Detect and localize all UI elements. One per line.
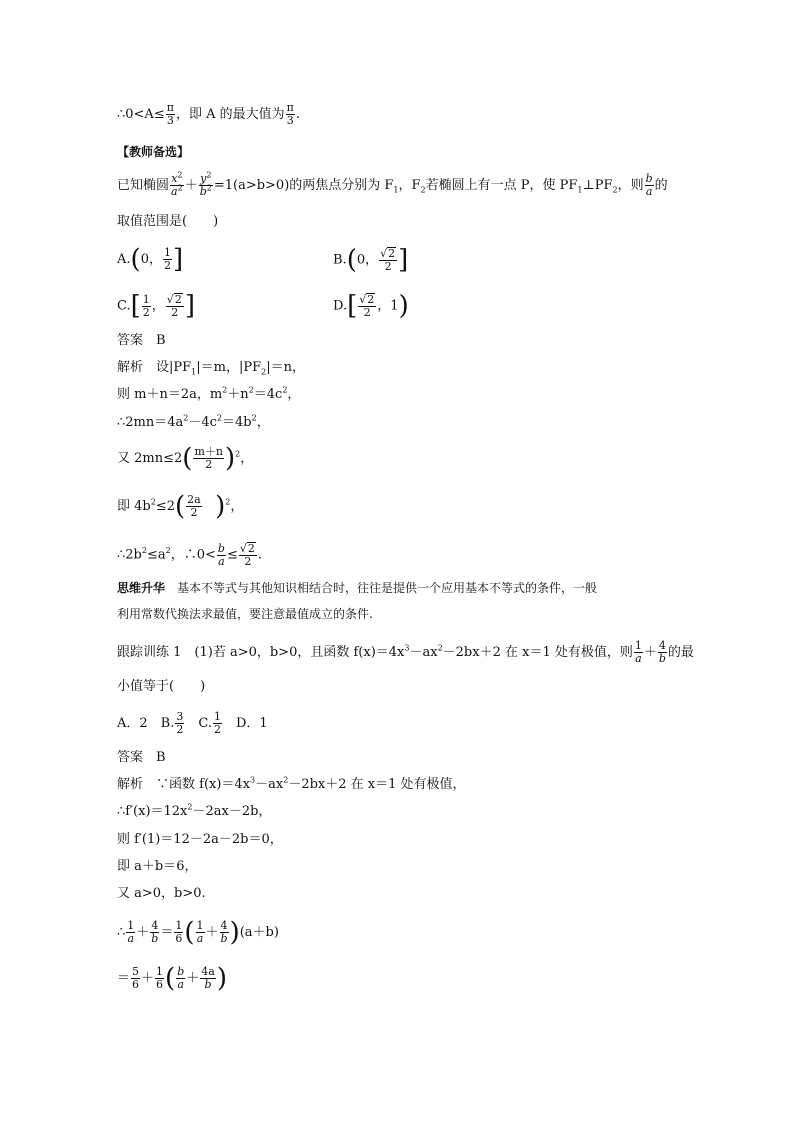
summary-line-2: 利用常数代换法求最值，要注意最值成立的条件. <box>117 607 373 621</box>
fraction-b-a: $\frac{b}{a}$ <box>645 172 653 198</box>
answer-2: 答案 B <box>117 750 166 765</box>
text: ，即 A 的最大值为 <box>175 107 285 122</box>
solution-line-4: 又 2mn≤2( $\frac{m+n}{2}$ )$^2$， <box>117 443 254 474</box>
line-max-value: ∴0<A≤ $\frac{\pi}{3}$ ，即 A 的最大值为 $\frac{\pi}{3}$ . <box>117 101 300 127</box>
parse-line-2: $\therefore f'(x)=12x^2-2ax-2b$， <box>117 802 272 819</box>
exercise-options[interactable]: A．2 B. $\frac{3}{2}$ C. $\frac{1}{2}$ D．1 <box>117 710 268 736</box>
parse-line-5: 又 a>0，b>0. <box>117 886 206 901</box>
exercise-line-1: 跟踪训练 1 (1)若 a>0，b>0，且函数 $f(x)=4x^3-ax^2-2bx+2$ 在 x＝1 处有极值，则 $\frac{1}{a}$ ＋ $\frac{4}{b}$ 的最 <box>117 639 694 665</box>
summary-line-1: 思维升华 基本不等式与其他知识相结合时，往往是提供一个应用基本不等式的条件，一般 <box>117 581 598 595</box>
teacher-label: 【教师备选】 <box>117 145 190 159</box>
parse-line-7: ＝ $\frac{5}{6}$ ＋ $\frac{1}{6}$ ( $\frac{b}{a}$ ＋ $\frac{4a}{b}$ ) <box>117 963 227 994</box>
question-line-2: 取值范围是( ) <box>117 214 219 229</box>
option-b[interactable]: B.(0， $\frac{√2}{2}$ ] <box>333 245 409 275</box>
answer-1: 答案 B <box>117 333 166 348</box>
fraction-y2-b2: $\frac{y^2}{b^2}$ <box>199 170 212 198</box>
parse-line-3: 则 f′(1)＝12－2a－2b＝0， <box>117 832 283 847</box>
solution-line-5: 即 $4b^2\le 2$( $\frac{2a}{2}$ )$^2$， <box>117 491 244 522</box>
option-c[interactable]: C.[ $\frac{1}{2}$ ， $\frac{√2}{2}$ ] <box>117 291 195 321</box>
parse-line-6: ∴ $\frac{1}{a}$ ＋ $\frac{4}{b}$ ＝ $\frac{1}{6}$ ( $\frac{1}{a}$ ＋ $\frac{4}{b}$ )(a＋b) <box>117 917 279 948</box>
solution-line-3: $\therefore 2mn=4a^2-4c^2=4b^2$， <box>117 413 270 430</box>
fraction: $\frac{\pi}{3}$ <box>166 101 174 127</box>
solution-line-6: $\therefore 2b^2\le a^2$，∴0< $\frac{b}{a}$ ≤ $\frac{√2}{2}$ . <box>117 541 262 568</box>
parse-line-4: 即 a＋b＝6， <box>117 859 198 874</box>
text: ∴0<A≤ <box>117 107 165 122</box>
fraction-x2-a2: $\frac{x^2}{a^2}$ <box>171 170 183 198</box>
question-line-1: 已知椭圆 $\frac{x^2}{a^2}$ ＋ $\frac{y^2}{b^2}$ =1(a>b>0)的两焦点分别为 $F_1$，$F_2$若椭圆上有一点 P，使 $PF_1\perp PF_2$，则 $\frac{b}{a}$ 的 <box>117 170 668 198</box>
solution-line-2: 则 m＋n＝2a，$m^2+n^2=4c^2$， <box>117 385 301 402</box>
option-d[interactable]: D.[ $\frac{√2}{2}$ ，1) <box>333 291 409 321</box>
option-a[interactable]: A.(0， $\frac{1}{2}$ ] <box>117 244 184 275</box>
solution-line-1: 解析 设$|PF_1|=m$，$|PF_2|=n$， <box>117 360 305 377</box>
exercise-line-2: 小值等于( ) <box>117 679 206 694</box>
parse-line-1: 解析 ∵函数 $f(x)=4x^3-ax^2-2bx+2$ 在 x＝1 处有极值， <box>117 775 466 792</box>
fraction: $\frac{\pi}{3}$ <box>286 101 294 127</box>
